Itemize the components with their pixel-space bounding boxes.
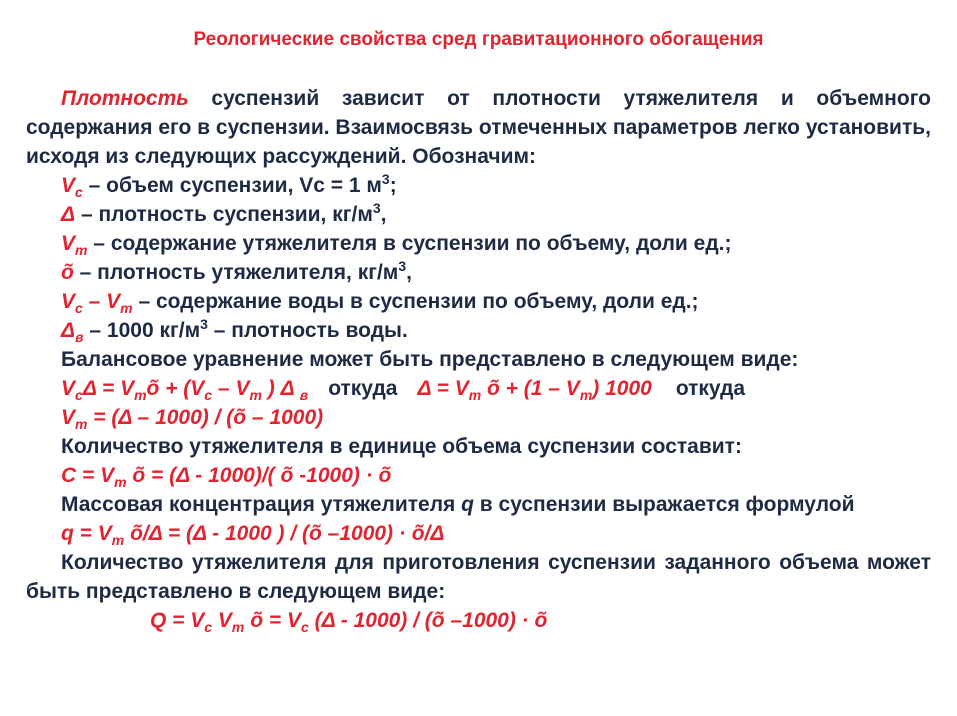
definition-water-volume: $V_c - V_m$ – содержание воды в суспензии по объему, доли ед.; (61, 290, 699, 316)
formula: $\Delta = V_m$ õ + $(1 - V_m)$ 1000 (417, 377, 652, 403)
formula: $V_c\Delta$ = $V_mõ + (V_c - V_m$ ) Δ $_в$ (61, 377, 309, 403)
word-whence: откуда (328, 377, 398, 400)
definition-vc: $V_c$ – объем суспензии, Vc = 1 $м^3$; (61, 171, 397, 200)
symbol: $V_c$ (61, 174, 83, 200)
intro-paragraph (26, 84, 931, 171)
formula: $q = V_m$ õ/Δ = (Δ - 1000 ) / (õ –1000) · õ/Δ (61, 522, 445, 548)
balance-intro: Балансовое уравнение может быть представлено в следующем виде: (61, 348, 799, 371)
intro-text: суспензий зависит от плотности утяжелителя и объемного содержания его в суспензии. Взаимосвязь отмеченных параметров легко установить, исходя из следующих рассуждений. Обозначим: (26, 87, 931, 168)
symbol: õ (61, 261, 74, 284)
symbol-q: q (461, 493, 474, 516)
formula: $Q = V_c$ $V_m$ õ = $V_c$ (Δ - 1000) / (õ –1000) · õ (150, 609, 548, 635)
concentration-equation (26, 461, 931, 490)
balance-equation (26, 374, 931, 403)
definition-delta: Δ – плотность суспензии, $кг/м^3$, (61, 200, 387, 226)
definition-vm: $V_m$ – содержание утяжелителя в суспензии по объему, доли ед.; (61, 232, 732, 258)
keyword-density: Плотность (61, 87, 189, 110)
mass-concentration-paragraph: Массовая концентрация утяжелителя q в суспензии выражается формулой (61, 493, 855, 516)
formula: $V_m = (\Delta - 1000)$ / (õ – 1000) (61, 406, 324, 432)
preparation-paragraph: Количество утяжелителя для приготовления суспензии заданного объема может быть представлено в следующем виде: (26, 551, 931, 603)
page-title: Реологические свойства сред гравитационного обогащения (193, 29, 764, 50)
definition-o: õ – плотность утяжелителя, $кг/м^3$, (61, 258, 412, 284)
symbol: $\Delta_в$ (61, 319, 84, 345)
formula: $C = V_m$ õ = (Δ - 1000)/( õ -1000) · õ (61, 464, 392, 490)
symbol: $V_m$ (61, 232, 88, 258)
mass-equation (26, 519, 931, 548)
symbol: Δ (61, 203, 76, 226)
definition-water-density: $\Delta_в - 1000$ $кг/м^3$ – плотность воды. (61, 316, 408, 345)
slide-body (26, 84, 931, 635)
preparation-equation (26, 606, 931, 635)
word-whence: откуда (675, 377, 746, 400)
symbol: $V_c - V_m$ (61, 290, 133, 316)
amount-intro: Количество утяжелителя в единице объема суспензии составит: (61, 435, 742, 458)
vm-equation (26, 403, 931, 432)
